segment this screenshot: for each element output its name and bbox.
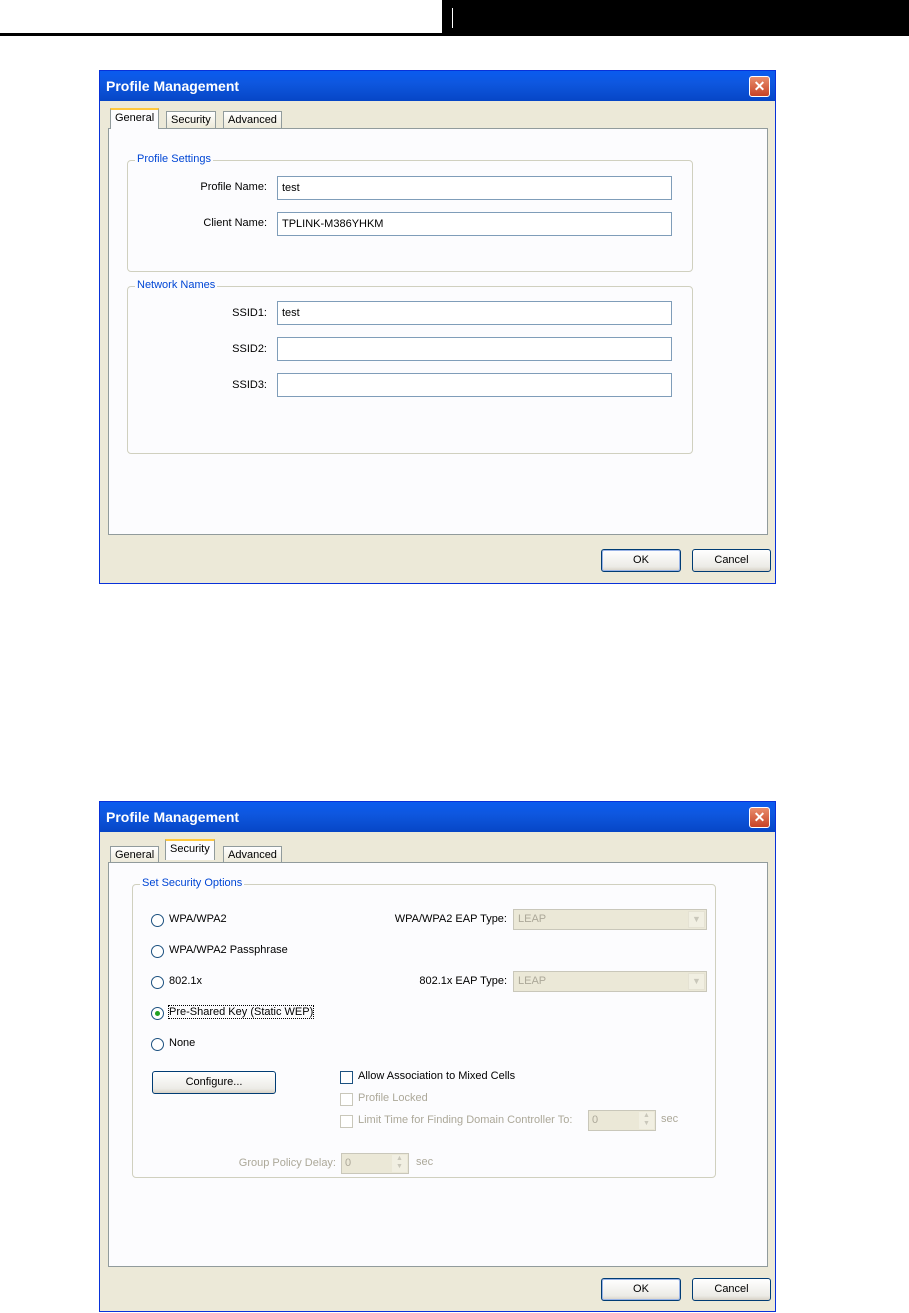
ok-button[interactable]: OK (601, 549, 681, 572)
limit-time-unit: sec (661, 1113, 679, 1125)
configure-button[interactable]: Configure... (152, 1071, 276, 1094)
title-bar (100, 802, 775, 832)
spinner-arrows-icon[interactable]: ▲ ▼ (639, 1112, 654, 1129)
tab-general[interactable]: General (110, 108, 159, 129)
cancel-button[interactable]: Cancel (692, 1278, 771, 1301)
group-policy-delay-value: 0 (345, 1157, 352, 1169)
profile-name-field[interactable]: test (277, 176, 672, 200)
profile-locked-checkbox[interactable] (340, 1093, 353, 1106)
client-name-field[interactable]: TPLINK-M386YHKM (277, 212, 672, 236)
radio-wpa-passphrase-label: WPA/WPA2 Passphrase (169, 944, 288, 956)
close-icon[interactable]: ✕ (749, 76, 770, 97)
dialog-title: Profile Management (106, 809, 240, 825)
security-options-group (132, 877, 716, 1178)
ssid3-label: SSID3: (232, 379, 267, 391)
radio-8021x[interactable] (151, 976, 164, 989)
tab-panel-general (108, 128, 768, 535)
radio-wpa-wpa2[interactable] (151, 914, 164, 927)
tab-security[interactable]: Security (166, 111, 216, 128)
group-policy-delay-label: Group Policy Delay: (238, 1157, 336, 1169)
8021x-eap-type-value: LEAP (518, 975, 547, 987)
ssid2-field[interactable] (277, 337, 672, 361)
profile-settings-group (127, 153, 693, 272)
8021x-eap-type-select[interactable] (513, 971, 707, 992)
profile-management-dialog-general (99, 70, 776, 584)
title-bar (100, 71, 775, 101)
radio-8021x-label: 802.1x (169, 975, 203, 987)
limit-time-value: 0 (592, 1114, 599, 1126)
radio-pre-shared-key[interactable] (151, 1007, 164, 1020)
tab-general[interactable]: General (110, 846, 159, 863)
wpa-eap-type-select[interactable] (513, 909, 707, 930)
profile-name-label: Profile Name: (200, 181, 267, 193)
network-names-legend: Network Names (137, 279, 216, 291)
ssid1-field[interactable]: test (277, 301, 672, 325)
dialog-body (103, 832, 772, 1308)
tab-advanced[interactable]: Advanced (223, 846, 282, 863)
radio-none[interactable] (151, 1038, 164, 1051)
tab-panel-security (108, 862, 768, 1267)
chevron-down-icon: ▼ (688, 973, 705, 990)
radio-pre-shared-key-label: Pre-Shared Key (Static WEP) (169, 1006, 314, 1018)
tab-security[interactable]: Security (165, 839, 215, 860)
radio-none-label: None (169, 1037, 196, 1049)
ssid3-field[interactable] (277, 373, 672, 397)
spinner-arrows-icon[interactable]: ▲ ▼ (392, 1155, 407, 1172)
radio-wpa-passphrase[interactable] (151, 945, 164, 958)
profile-locked-label: Profile Locked (358, 1092, 428, 1104)
limit-time-label: Limit Time for Finding Domain Controller To: (358, 1114, 573, 1126)
allow-mixed-cells-checkbox[interactable] (340, 1071, 353, 1084)
chevron-down-icon: ▼ (688, 911, 705, 928)
cancel-button[interactable]: Cancel (692, 549, 771, 572)
ok-button[interactable]: OK (601, 1278, 681, 1301)
limit-time-checkbox[interactable] (340, 1115, 353, 1128)
security-options-legend: Set Security Options (142, 877, 243, 889)
group-policy-delay-unit: sec (416, 1156, 434, 1168)
profile-management-dialog-security (99, 801, 776, 1312)
wpa-eap-type-value: LEAP (518, 913, 547, 925)
radio-wpa-wpa2-label: WPA/WPA2 (169, 913, 227, 925)
tab-advanced[interactable]: Advanced (223, 111, 282, 128)
group-policy-delay-spinner[interactable] (341, 1153, 409, 1174)
dialog-body (103, 101, 772, 580)
close-icon[interactable]: ✕ (749, 807, 770, 828)
network-names-group (127, 279, 693, 454)
ssid2-label: SSID2: (232, 343, 267, 355)
profile-settings-legend: Profile Settings (137, 153, 211, 165)
8021x-eap-type-label: 802.1x EAP Type: (419, 975, 507, 987)
page-header-divider (452, 8, 453, 28)
page-header-band (442, 0, 909, 36)
limit-time-spinner[interactable] (588, 1110, 656, 1131)
wpa-eap-type-label: WPA/WPA2 EAP Type: (394, 913, 507, 925)
ssid1-label: SSID1: (232, 307, 267, 319)
client-name-label: Client Name: (203, 217, 267, 229)
allow-mixed-cells-label: Allow Association to Mixed Cells (358, 1070, 516, 1082)
dialog-title: Profile Management (106, 78, 240, 94)
